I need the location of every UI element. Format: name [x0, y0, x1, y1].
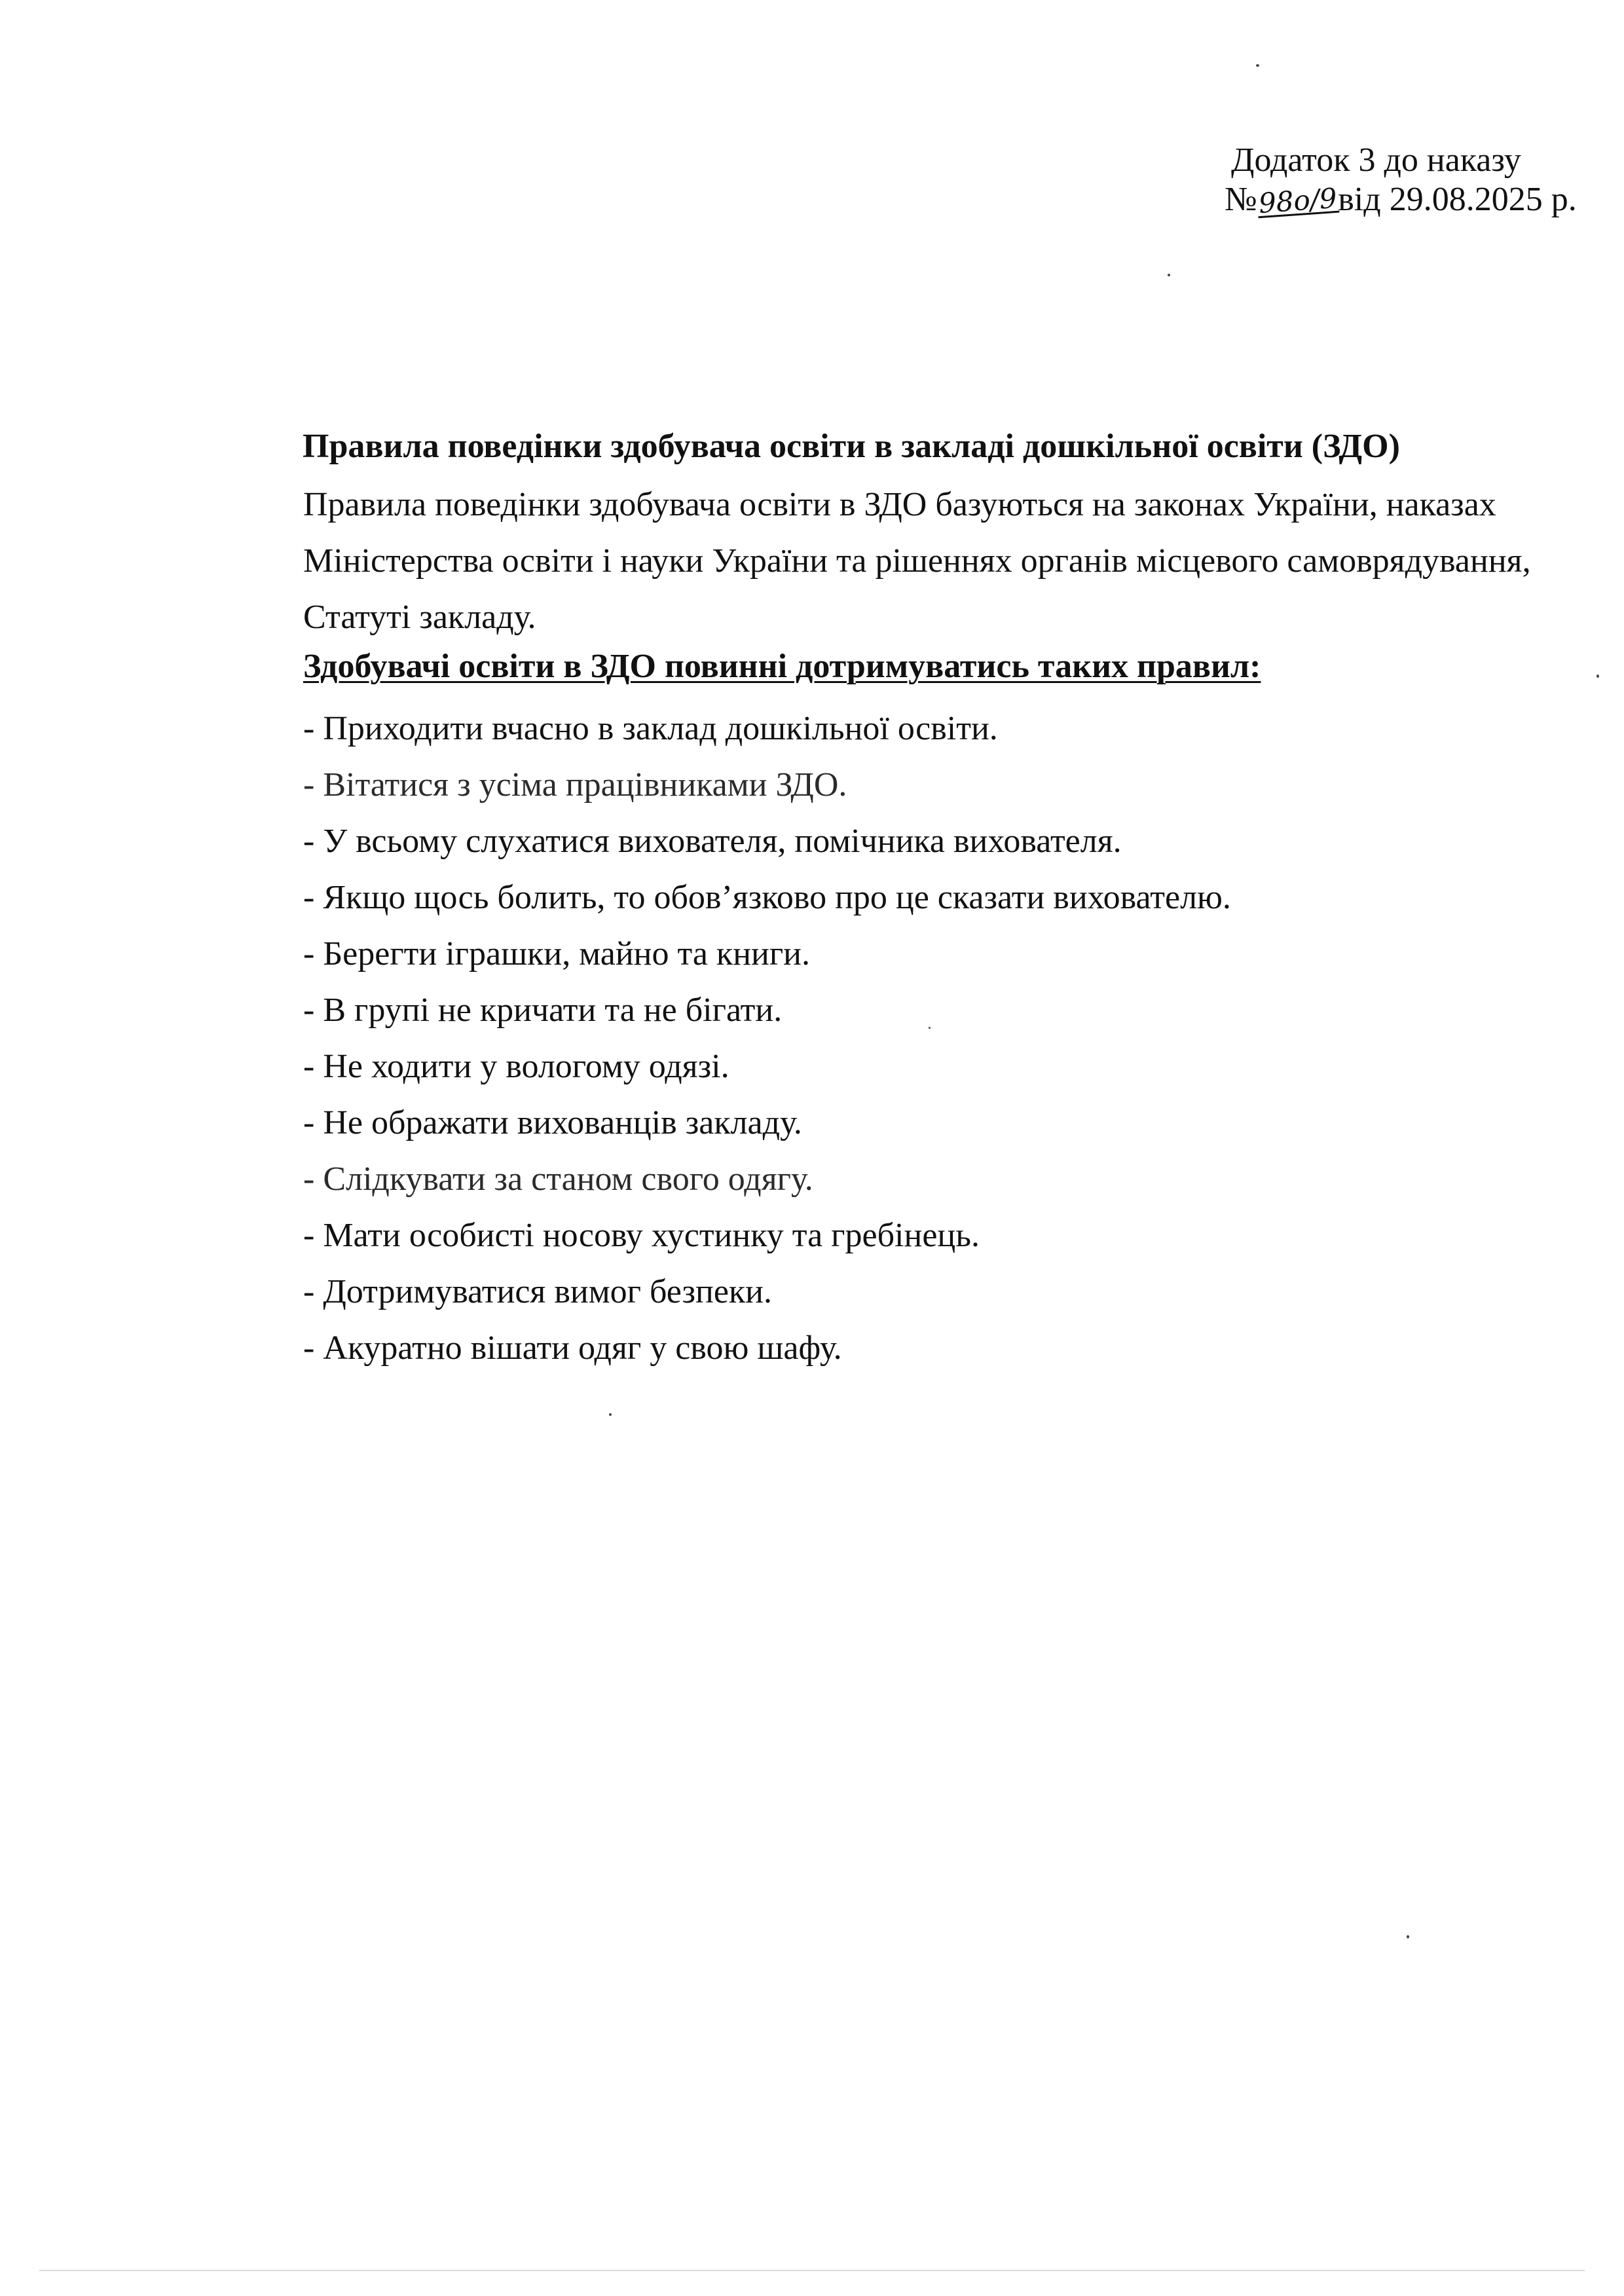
intro-paragraph: [303, 477, 1531, 646]
order-reference: [1225, 180, 1577, 221]
order-date: від 29.08.2025 р.: [1338, 181, 1577, 218]
intro-line: Міністерства освіти і науки України та рішеннях органів місцевого самоврядування,: [303, 542, 1531, 580]
appendix-line: Додаток 3 до наказу: [1231, 141, 1521, 179]
rule-item: - Акуратно вішати одяг у свою шафу.: [303, 1329, 842, 1367]
appendix-note: [1225, 141, 1577, 221]
rule-item: - В групі не кричати та не бігати.: [303, 991, 783, 1029]
rules-heading: Здобувачі освіти в ЗДО повинні дотримуватись таких правил:: [303, 648, 1261, 685]
rules-list: [303, 701, 1231, 1377]
rule-item: - Не ходити у вологому одязі.: [303, 1048, 729, 1085]
scan-speck: [1407, 1935, 1409, 1938]
rule-item: - Берегти іграшки, майно та книги.: [303, 935, 811, 972]
rule-item: - Якщо щось болить, то обов’язково про це сказати вихователю.: [303, 879, 1231, 916]
scan-speck: [1256, 64, 1259, 67]
scan-edge-line: [39, 2270, 1585, 2271]
intro-line: Статуті закладу.: [303, 599, 536, 636]
order-prefix: №: [1225, 181, 1257, 218]
rule-item: - Мати особисті носову хустинку та гребінець.: [303, 1217, 980, 1254]
scan-speck: [1168, 274, 1170, 276]
rule-item: - Слідкувати за станом свого одягу.: [303, 1160, 813, 1198]
rule-item: - Вітатися з усіма працівниками ЗДО.: [303, 766, 847, 804]
rule-item: - Приходити вчасно в заклад дошкільної освіти.: [303, 710, 998, 747]
document-title: Правила поведінки здобувача освіти в закладі дошкільної освіти (ЗДО): [303, 428, 1400, 465]
scan-speck: [929, 1027, 931, 1029]
scan-speck: [609, 1413, 612, 1416]
handwritten-order-number: 98о/9: [1256, 179, 1339, 223]
rule-item: - Дотримуватися вимог безпеки.: [303, 1273, 772, 1310]
scan-speck: [1596, 675, 1599, 678]
rule-item: - У всьому слухатися вихователя, помічника вихователя.: [303, 823, 1122, 860]
intro-line: Правила поведінки здобувача освіти в ЗДО базуються на законах України, наказах: [303, 486, 1496, 523]
rule-item: - Не ображати вихованців закладу.: [303, 1104, 802, 1141]
